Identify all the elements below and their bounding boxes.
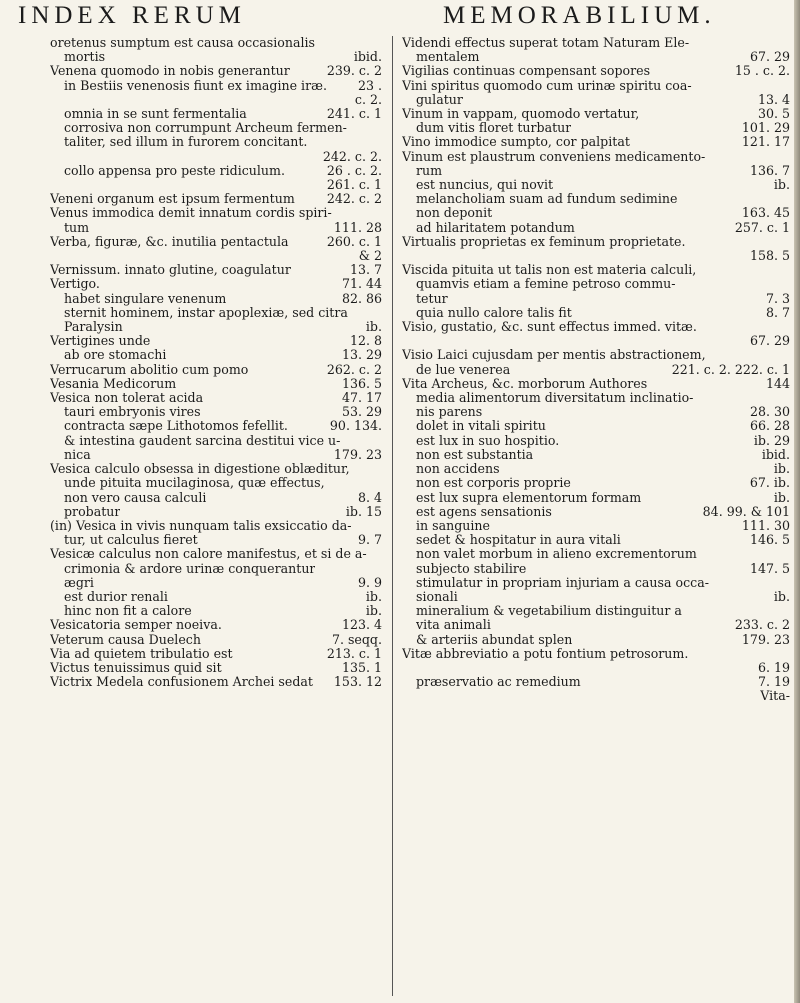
index-line: [50, 164, 382, 178]
page-reference: 158. 5: [749, 249, 790, 264]
index-line: [402, 462, 790, 476]
index-line: [402, 334, 790, 348]
page-reference: 6. 19: [757, 660, 790, 675]
entry-text: corrosiva non corrumpunt Archeum fermen-: [64, 121, 347, 136]
index-line: [50, 377, 382, 391]
entry-text: est lux supra elementorum formam: [416, 490, 642, 505]
index-line: [402, 93, 790, 107]
page-reference: 67. ib.: [749, 476, 790, 491]
entry-text: non accidens: [416, 462, 500, 477]
entry-text: Visio, gustatio, &c. sunt effectus immed. vitæ.: [402, 320, 697, 335]
index-line: [402, 36, 790, 50]
index-line: [50, 633, 382, 647]
entry-text: Vita Archeus, &c. morborum Authores: [402, 376, 648, 391]
entry-text: non valet morbum in alieno excrementorum: [416, 547, 697, 562]
index-line: [402, 263, 790, 277]
page-reference: 163. 45: [741, 206, 790, 221]
index-line: [402, 150, 790, 164]
entry-text: Venus immodica demit innatum cordis spiri-: [50, 206, 332, 221]
index-line: [402, 434, 790, 448]
index-line: [50, 178, 382, 192]
page-reference: 47. 17: [341, 391, 382, 406]
entry-text: Vesica calculo obsessa in digestione oblæditur,: [50, 462, 350, 477]
entry-text: Venena quomodo in nobis generantur: [50, 64, 290, 79]
index-line: [50, 107, 382, 121]
page-reference: 111. 30: [741, 518, 790, 533]
entry-text: Vigilias continuas compensant sopores: [402, 64, 651, 79]
page-reference: 53. 29: [341, 405, 382, 420]
index-line: [50, 519, 382, 533]
index-line: [50, 476, 382, 490]
entry-text: & arteriis abundat splen: [416, 632, 573, 647]
index-entry: [50, 675, 382, 689]
index-line: [402, 192, 790, 206]
index-line: [402, 547, 790, 561]
index-line: [402, 50, 790, 64]
entry-text: Vertigo.: [50, 277, 100, 292]
index-line: [50, 576, 382, 590]
page-reference: 146. 5: [749, 533, 790, 548]
entry-text: Victus tenuissimus quid sit: [50, 660, 222, 675]
page-reference: 7. seqq.: [331, 632, 382, 647]
page-reference: 136. 5: [341, 376, 382, 391]
index-line: [50, 405, 382, 419]
page-reference: 242. c. 2: [326, 192, 382, 207]
index-entry: [402, 348, 790, 376]
page-reference: 121. 17: [741, 135, 790, 150]
index-line: [402, 604, 790, 618]
entry-text: Viscida pituita ut talis non est materia calculi,: [402, 263, 697, 278]
page-reference: ib.: [773, 589, 790, 604]
page-reference: ib.: [365, 604, 382, 619]
page-reference: 90. 134.: [329, 419, 382, 434]
index-line: [402, 64, 790, 78]
page-reference: 144: [765, 376, 790, 391]
entry-text: Vernissum. innato glutine, coagulatur: [50, 263, 291, 278]
entry-text: nica: [64, 447, 91, 462]
index-line: [50, 419, 382, 433]
entry-text: dolet in vitali spiritu: [416, 419, 546, 434]
entry-text: omnia in se sunt fermentalia: [64, 107, 247, 122]
entry-text: probatur: [64, 504, 121, 519]
page-reference: 28. 30: [749, 405, 790, 420]
entry-text: stimulatur in propriam injuriam a causa occa-: [416, 575, 709, 590]
index-line: [50, 562, 382, 576]
index-entry: [50, 661, 382, 675]
index-entry: [50, 206, 382, 234]
entry-text: Virtualis proprietas ex feminum proprietate.: [402, 234, 686, 249]
page-edge: [794, 0, 800, 1003]
column-divider: [392, 36, 393, 996]
page-reference: 179. 23: [741, 632, 790, 647]
index-line: [402, 206, 790, 220]
page-reference: ibid.: [761, 447, 790, 462]
entry-text: in Bestiis venenosis fiunt ex imagine iræ.: [64, 78, 327, 93]
index-entry: [50, 618, 382, 632]
entry-text: unde pituita mucilaginosa, quæ effectus,: [64, 476, 325, 491]
entry-text: Vertigines unde: [50, 334, 151, 349]
page-reference: 147. 5: [749, 561, 790, 576]
index-entry: [402, 36, 790, 64]
index-entry: [402, 64, 790, 78]
entry-text: tum: [64, 220, 90, 235]
page-reference: Vita-: [760, 689, 790, 704]
entry-text: tur, ut calculus fieret: [64, 533, 198, 548]
index-entry: [402, 647, 790, 704]
entry-text: vita animali: [416, 618, 491, 633]
index-line: [50, 491, 382, 505]
running-head: [18, 2, 794, 32]
index-column-left: [50, 36, 382, 997]
index-entry: [50, 36, 382, 64]
index-line: [402, 590, 790, 604]
entry-text: in sanguine: [416, 518, 490, 533]
index-line: [50, 206, 382, 220]
page-reference: 67. 29: [749, 334, 790, 349]
entry-text: dum vitis floret turbatur: [416, 121, 572, 136]
page-reference: 84. 99. & 101: [702, 504, 790, 519]
page-reference: 135. 1: [341, 660, 382, 675]
index-entry: [50, 235, 382, 263]
entry-text: Videndi effectus superat totam Naturam Ele-: [402, 36, 690, 50]
page-reference: 233. c. 2: [734, 618, 790, 633]
entry-text: non vero causa calculi: [64, 490, 207, 505]
entry-text: sionali: [416, 589, 458, 604]
page-reference: 15 . c. 2.: [734, 64, 790, 79]
index-line: [402, 448, 790, 462]
index-line: [50, 547, 382, 561]
entry-text: est durior renali: [64, 589, 168, 604]
page-reference: ib. 15: [345, 504, 382, 519]
index-line: [402, 405, 790, 419]
page-reference: 9. 9: [357, 575, 382, 590]
entry-text: Visio Laici cujusdam per mentis abstractionem,: [402, 348, 706, 363]
index-line: [50, 306, 382, 320]
index-line: [402, 107, 790, 121]
entry-text: est agens sensationis: [416, 504, 552, 519]
index-line: [50, 192, 382, 206]
entry-text: est nuncius, qui novit: [416, 178, 554, 193]
entry-text: Vinum in vappam, quomodo vertatur,: [402, 107, 640, 122]
page-reference: 71. 44: [341, 277, 382, 292]
index-line: [402, 348, 790, 362]
entry-text: collo appensa pro peste ridiculum.: [64, 163, 285, 178]
page-reference: 13. 7: [349, 263, 382, 278]
index-line: [402, 519, 790, 533]
entry-text: Vino immodice sumpto, cor palpitat: [402, 135, 630, 150]
index-line: [402, 292, 790, 306]
index-line: [402, 363, 790, 377]
index-entry: [50, 192, 382, 206]
index-line: [402, 505, 790, 519]
entry-text: Vesania Medicorum: [50, 376, 177, 391]
index-line: [402, 533, 790, 547]
page-reference: 136. 7: [749, 163, 790, 178]
page-reference: 261. c. 1: [326, 178, 382, 193]
entry-text: oretenus sumptum est causa occasionalis: [50, 36, 315, 50]
entry-text: præservatio ac remedium: [416, 675, 581, 690]
index-line: [402, 164, 790, 178]
page-reference: 67. 29: [749, 50, 790, 65]
entry-text: taliter, sed illum in furorem concitant.: [64, 135, 308, 150]
index-line: [402, 306, 790, 320]
index-line: [402, 178, 790, 192]
page-reference: 7. 3: [765, 291, 790, 306]
index-line: [50, 604, 382, 618]
entry-text: gulatur: [416, 92, 463, 107]
index-entry: [50, 647, 382, 661]
page-reference: 30. 5: [757, 107, 790, 122]
index-line: [402, 633, 790, 647]
page-reference: 8. 7: [765, 305, 790, 320]
page-reference: 153. 12: [333, 675, 382, 690]
index-line: [50, 121, 382, 135]
page-reference: & 2: [358, 249, 382, 264]
index-line: [50, 36, 382, 50]
entry-text: rum: [416, 163, 443, 178]
page-reference: 111. 28: [333, 220, 382, 235]
index-line: [402, 562, 790, 576]
index-line: [50, 590, 382, 604]
page-reference: ib. 29: [753, 433, 790, 448]
index-entry: [50, 334, 382, 362]
entry-text: mineralium & vegetabilium distinguitur a: [416, 604, 682, 619]
entry-text: Paralysin: [64, 320, 123, 335]
index-line: [402, 391, 790, 405]
index-entry: [50, 547, 382, 618]
entry-text: ægri: [64, 575, 94, 590]
index-entry: [402, 377, 790, 647]
entry-text: Vesica non tolerat acida: [50, 391, 204, 406]
index-line: [402, 277, 790, 291]
entry-text: Vitæ abbreviatio a potu fontium petrosorum.: [402, 646, 689, 661]
page-reference: 123. 4: [341, 618, 382, 633]
index-line: [50, 618, 382, 632]
index-line: [402, 647, 790, 661]
index-column-right: [402, 36, 790, 997]
index-entry: [402, 150, 790, 235]
index-line: [50, 448, 382, 462]
entry-text: habet singulare venenum: [64, 291, 227, 306]
page-reference: 242. c. 2.: [322, 149, 382, 164]
page-reference: 221. c. 2. 222. c. 1: [671, 362, 790, 377]
index-entry: [402, 135, 790, 149]
entry-text: tetur: [416, 291, 448, 306]
page-reference: ib.: [773, 490, 790, 505]
entry-text: de lue venerea: [416, 362, 511, 377]
page-reference: ib.: [365, 589, 382, 604]
index-line: [402, 249, 790, 263]
index-line: [50, 150, 382, 164]
entry-text: tauri embryonis vires: [64, 405, 201, 420]
index-line: [50, 391, 382, 405]
entry-text: Vini spiritus quomodo cum urinæ spiritu coa-: [402, 78, 692, 93]
page-reference: 239. c. 2: [326, 64, 382, 79]
entry-text: crimonia & ardore urinæ conquerantur: [64, 561, 316, 576]
index-entry: [402, 235, 790, 263]
page-reference: 13. 29: [341, 348, 382, 363]
index-line: [402, 377, 790, 391]
page-reference: 260. c. 1: [326, 234, 382, 249]
index-entry: [50, 277, 382, 334]
entry-text: quia nullo calore talis fit: [416, 305, 572, 320]
index-line: [402, 675, 790, 689]
index-line: [50, 93, 382, 107]
entry-text: hinc non fit a calore: [64, 604, 192, 619]
entry-text: Veneni organum est ipsum fermentum: [50, 192, 295, 207]
index-line: [50, 462, 382, 476]
entry-text: ab ore stomachi: [64, 348, 167, 363]
entry-text: est lux in suo hospitio.: [416, 433, 560, 448]
index-line: [402, 79, 790, 93]
entry-text: Via ad quietem tribulatio est: [50, 646, 233, 661]
index-line: [50, 320, 382, 334]
page-reference: 9. 7: [357, 533, 382, 548]
index-line: [50, 434, 382, 448]
entry-text: Vesicatoria semper noeiva.: [50, 618, 222, 633]
entry-text: non est substantia: [416, 447, 534, 462]
index-line: [50, 135, 382, 149]
entry-text: Veterum causa Duelech: [50, 632, 201, 647]
entry-text: contracta sæpe Lithotomos fefellit.: [64, 419, 288, 434]
page-reference: 12. 8: [349, 334, 382, 349]
entry-text: non est corporis proprie: [416, 476, 571, 491]
page-reference: ibid.: [353, 50, 382, 65]
running-head-right: MEMORABILIUM.: [443, 2, 716, 29]
index-line: [402, 476, 790, 490]
index-line: [402, 689, 790, 703]
entry-text: Vesicæ calculus non calore manifestus, et si de a-: [50, 547, 367, 562]
page-reference: 66. 28: [749, 419, 790, 434]
entry-text: Vinum est plaustrum conveniens medicamento-: [402, 149, 706, 164]
page-reference: 82. 86: [341, 291, 382, 306]
index-line: [50, 263, 382, 277]
index-line: [50, 348, 382, 362]
page-reference: 262. c. 2: [326, 362, 382, 377]
index-entry: [50, 363, 382, 377]
index-line: [50, 221, 382, 235]
page-reference: 241. c. 1: [326, 107, 382, 122]
entry-text: & intestina gaudent sarcina destitui vice u-: [64, 433, 341, 448]
entry-text: quamvis etiam a femine petroso commu-: [416, 277, 676, 292]
index-line: [50, 292, 382, 306]
page-reference: ib.: [773, 178, 790, 193]
index-line: [402, 419, 790, 433]
entry-text: sternit hominem, instar apoplexiæ, sed citra: [64, 305, 348, 320]
entry-text: nis parens: [416, 405, 483, 420]
index-line: [402, 221, 790, 235]
page-reference: 23 .: [357, 78, 382, 93]
page-reference: 26 . c. 2.: [326, 163, 382, 178]
index-line: [402, 121, 790, 135]
index-line: [402, 576, 790, 590]
entry-text: melancholiam suam ad fundum sedimine: [416, 192, 678, 207]
entry-text: media alimentorum diversitatum inclinatio-: [416, 391, 694, 406]
entry-text: sedet & hospitatur in aura vitali: [416, 533, 621, 548]
index-line: [402, 661, 790, 675]
entry-text: ad hilaritatem potandum: [416, 220, 575, 235]
index-entry: [50, 391, 382, 462]
entry-text: Verrucarum abolitio cum pomo: [50, 362, 249, 377]
index-line: [50, 50, 382, 64]
index-entry: [402, 263, 790, 320]
index-entry: [50, 462, 382, 519]
page-reference: 213. c. 1: [326, 646, 382, 661]
index-line: [50, 363, 382, 377]
page-reference: 101. 29: [741, 121, 790, 136]
index-entry: [50, 64, 382, 192]
index-line: [402, 235, 790, 249]
entry-text: Victrix Medela confusionem Archei sedat: [50, 675, 313, 690]
entry-text: (in) Vesica in vivis nunquam talis exsiccatio da-: [50, 518, 352, 533]
index-line: [50, 64, 382, 78]
index-line: [50, 277, 382, 291]
page-reference: ib.: [773, 462, 790, 477]
entry-text: subjecto stabilire: [416, 561, 527, 576]
index-entry: [50, 519, 382, 547]
index-entry: [50, 263, 382, 277]
index-line: [402, 135, 790, 149]
index-line: [50, 533, 382, 547]
page-reference: c. 2.: [354, 92, 382, 107]
index-entry: [402, 107, 790, 135]
page-reference: 13. 4: [757, 92, 790, 107]
page-reference: ib.: [365, 320, 382, 335]
index-line: [402, 618, 790, 632]
index-line: [50, 675, 382, 689]
index-line: [50, 661, 382, 675]
page-reference: 257. c. 1: [734, 220, 790, 235]
index-line: [50, 249, 382, 263]
index-line: [50, 505, 382, 519]
entry-text: mentalem: [416, 50, 480, 65]
index-entry: [50, 633, 382, 647]
page-reference: 8. 4: [357, 490, 382, 505]
index-line: [402, 320, 790, 334]
running-head-left: INDEX RERUM: [18, 2, 246, 29]
page-reference: 179. 23: [333, 447, 382, 462]
entry-text: mortis: [64, 50, 106, 65]
index-entry: [50, 377, 382, 391]
index-line: [50, 235, 382, 249]
index-entry: [402, 320, 790, 348]
entry-text: non deponit: [416, 206, 493, 221]
index-entry: [402, 79, 790, 107]
page-reference: 7. 19: [757, 675, 790, 690]
index-line: [50, 79, 382, 93]
index-line: [50, 647, 382, 661]
entry-text: Verba, figuræ, &c. inutilia pentactula: [50, 234, 289, 249]
index-line: [402, 491, 790, 505]
index-line: [50, 334, 382, 348]
